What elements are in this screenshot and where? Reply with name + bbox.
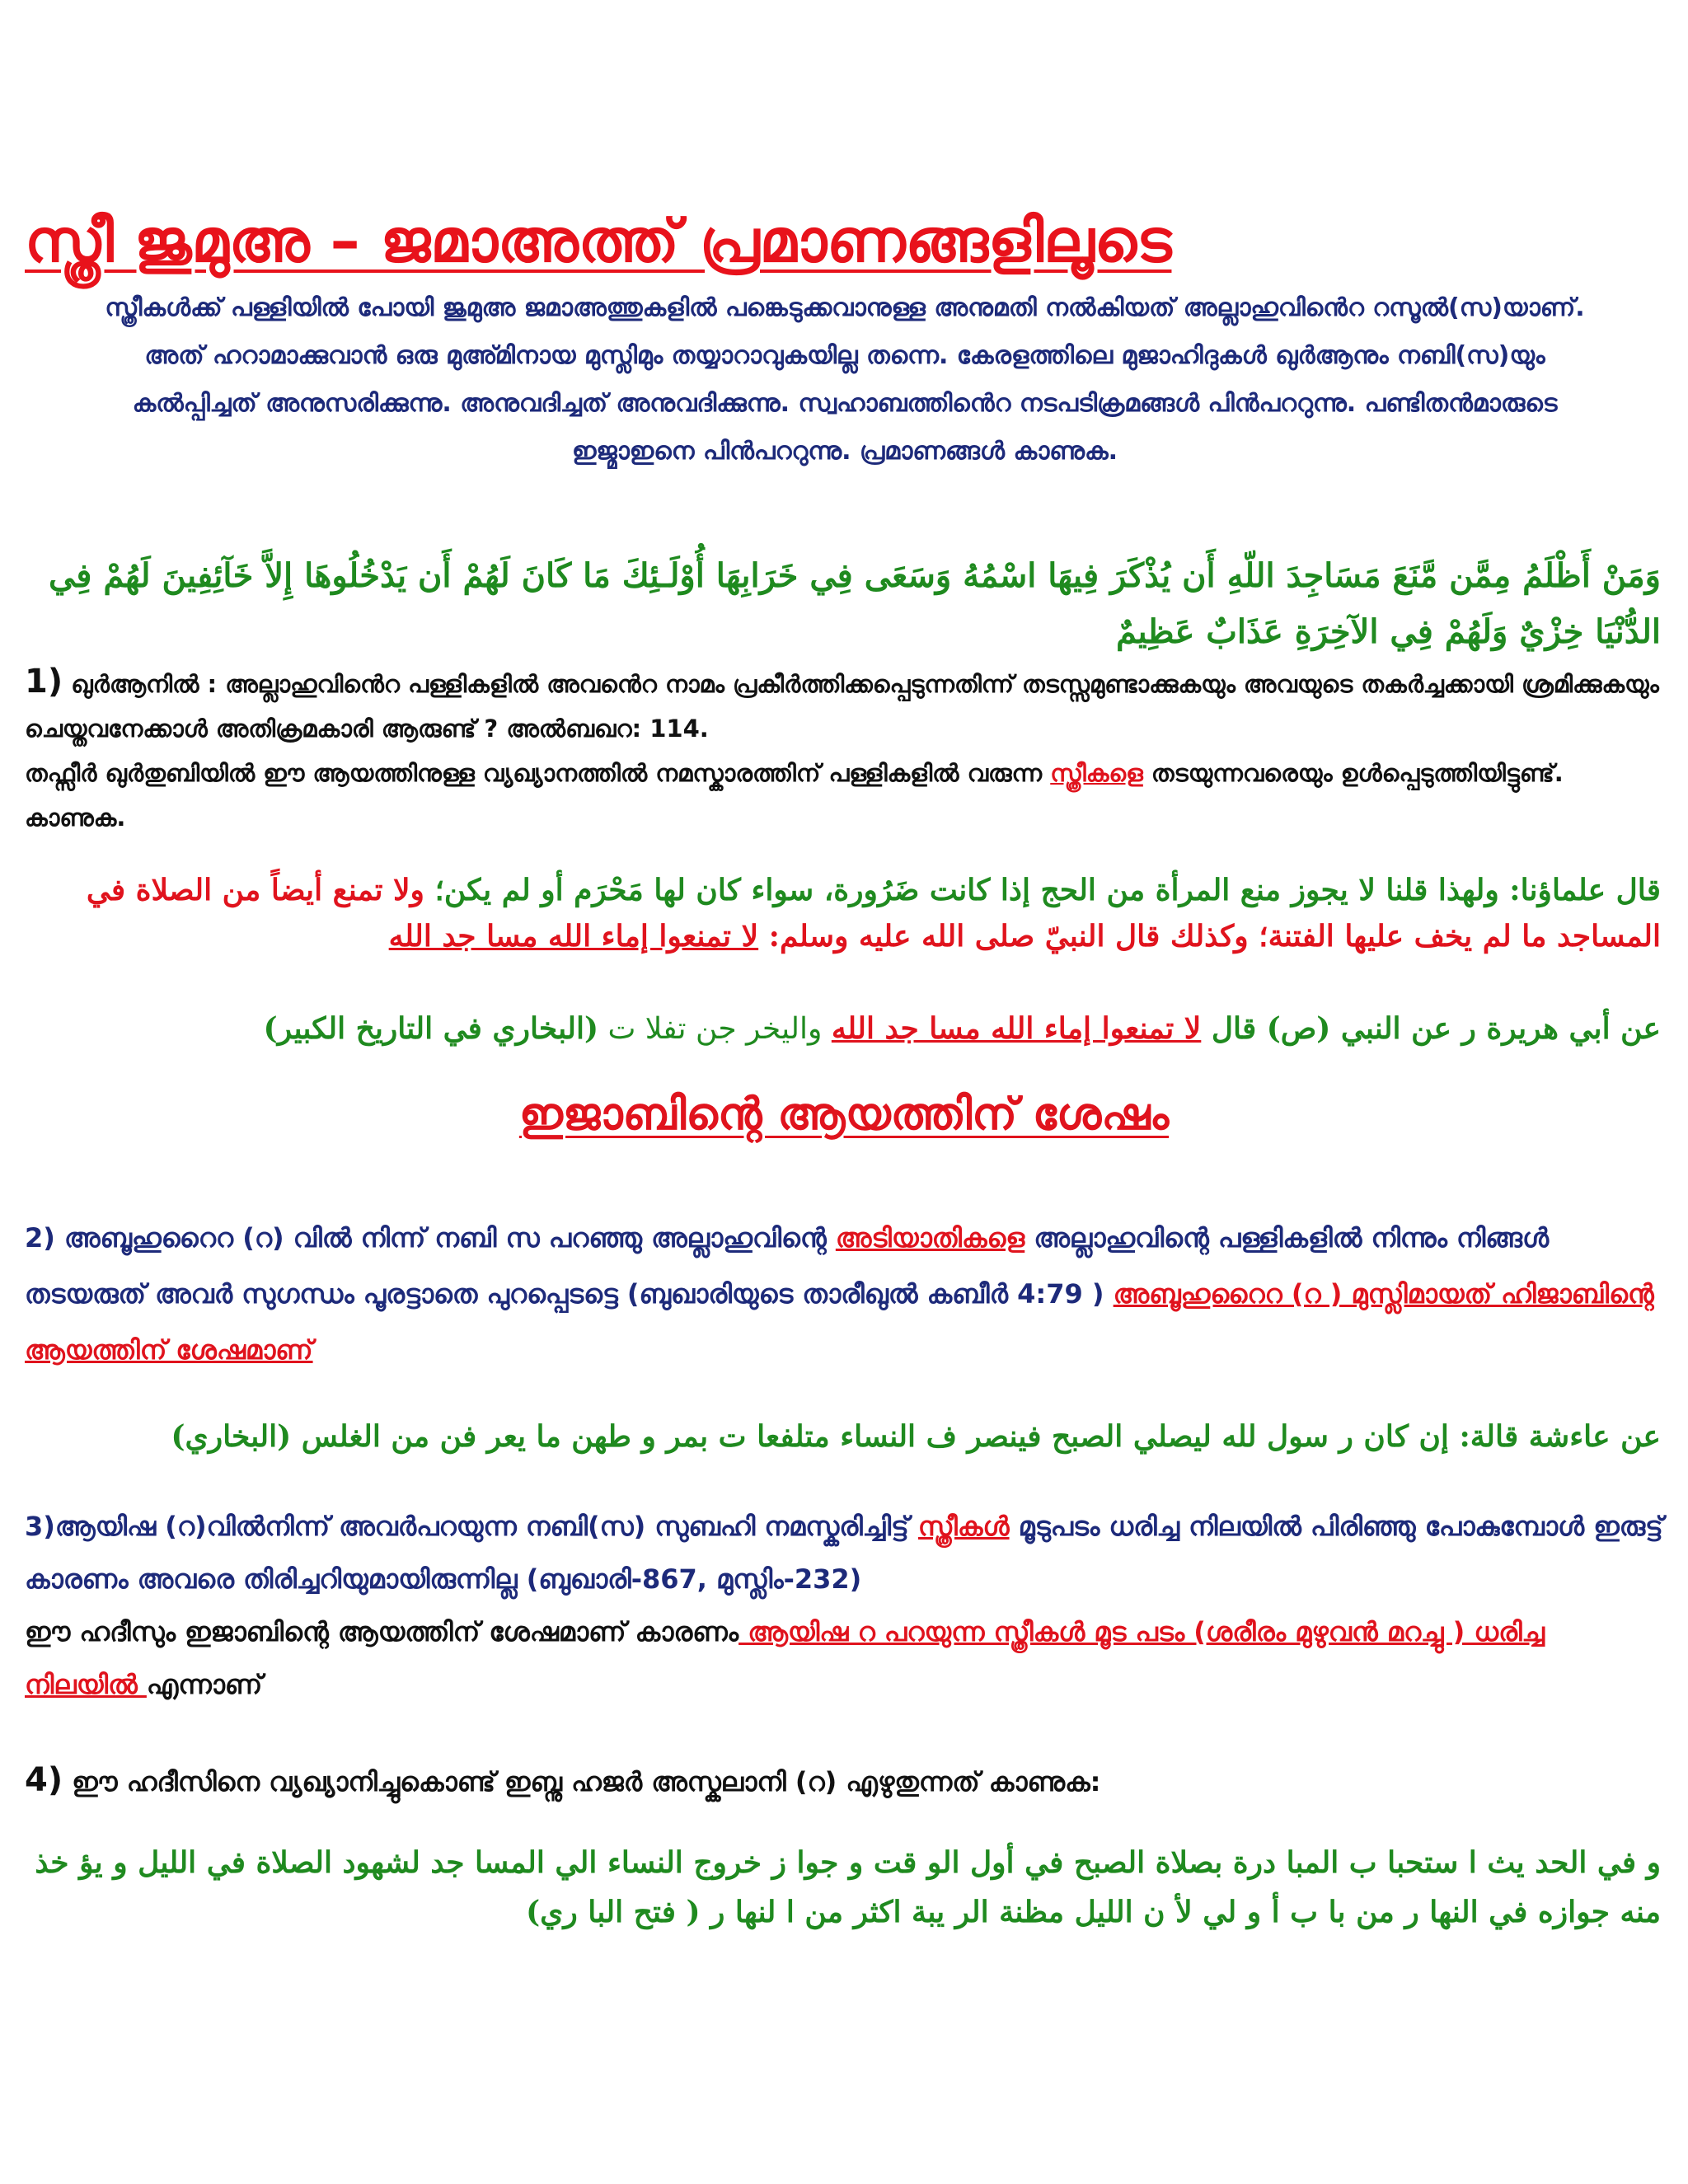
section-1-text-c: തടയുന്നവരെയും ഉൾപ്പെടുത്തിയിട്ടുണ്ട്. കാണുക.	[25, 759, 1564, 832]
section-1-number: 1)	[25, 663, 63, 701]
qurtubi-hadith-text: لا تمنعوا إماء الله مسا جد الله	[388, 919, 759, 954]
section-1	[25, 659, 1665, 840]
section-2	[25, 1210, 1665, 1378]
arabic-qurtubi-quote	[49, 867, 1661, 959]
section-4	[25, 1754, 1665, 1808]
tarikh-narrator: عن أبي هريرة ر عن النبي (ص) قال	[1211, 1011, 1661, 1046]
section-3-text-a: 3)ആയിഷ (റ)വിൽനിന്ന് അവർപറയുന്ന നബി(സ) സുബഹി നമസ്കരിച്ചിട്ട്	[25, 1511, 918, 1542]
intro-paragraph: സ്ത്രീകൾക്ക് പള്ളിയിൽ പോയി ജുമുഅ ജമാഅത്തുകളിൽ പങ്കെടുക്കവാനുള്ള അനുമതി നൽകിയത് അല്ലാഹുവിൻെറ റസൂൽ(സ)യാണ്. അത് ഹറാമാക്കുവാൻ ഒരു മുഅ്മിനായ മുസ്ലിമും തയ്യാറാവുകയില്ല തന്നെ. കേരളത്തിലെ മുജാഹിദുകൾ ഖുർആനും നബി(സ)യും കൽപ്പിച്ചത് അനുസരിക്കുന്നു. അനുവദിച്ചത് അനുവദിക്കുന്നു. സ്വഹാബത്തിൻെറ നടപടിക്രമങ്ങൾ പിൻപററുന്നു. പണ്ടിതൻമാരുടെ ഇജ്മാഇനെ പിൻപററുന്നു. പ്രമാണങ്ങൾ കാണുക.	[105, 293, 1585, 466]
section-1-text-b: തഫ്സീർ ഖുർതുബിയിൽ ഈ ആയത്തിനുള്ള വ്യഖ്യാനത്തിൽ നമസ്കാരത്തിന് പള്ളികളിൽ വരുന്ന	[25, 759, 1051, 787]
section-3-note: ആയിഷ റ പറയുന്ന സ്ത്രീകൾ മൂട പടം (ശരീരം മുഴുവൻ മറച്ചു ) ധരിച്ച നിലയിൽ	[25, 1616, 1545, 1700]
section-1-text-a: ഖുർആനിൽ : അല്ലാഹുവിൻെറ പള്ളികളിൽ അവൻെറ നാമം പ്രകീർത്തിക്കപ്പെടുന്നതിന്ന് തടസ്സമുണ്ടാക്കുകയും അവയുടെ തകർച്ചക്കായി ശ്രമിക്കുകയും ചെയ്തവനേക്കാൾ അതിക്രമകാരി ആരുണ്ട് ? അൽബഖറ: 114.	[25, 670, 1659, 743]
section-3-text-c: ഈ ഹദീസും ഇജാബിന്റെ ആയത്തിന് ശേഷമാണ് കാരണം	[25, 1616, 739, 1647]
tarikh-source: (البخاري في التاريخ الكبير)	[263, 1011, 599, 1046]
section-1-highlight: സ്ത്രീകളെ	[1050, 759, 1143, 787]
section-2-text-b: അല്ലാഹുവിന്റെ പള്ളികളിൽ നിന്നും നിങ്ങൾ തടയരുത് അവർ സുഗന്ധം പൂരട്ടാതെ പുറപ്പെടട്ടെ (ബുഖാരിയുടെ താരീഖുൽ കബീർ 4:79 )	[25, 1222, 1550, 1310]
section-4-text: ഈ ഹദീസിനെ വ്യഖ്യാനിച്ചുകൊണ്ട് ഇബ്നു ഹജർ അസ്കലാനി (റ) എഴുതുന്നത് കാണുക:	[63, 1766, 1101, 1797]
section-2-text-a: 2) അബൂഹുറൈറ (റ) വിൽ നിന്ന് നബി സ പറഞ്ഞു അല്ലാഹുവിന്റെ	[25, 1222, 836, 1254]
qurtubi-green-text: قال علماؤنا: ولهذا قلنا لا يجوز منع المرأة من الحج إذا كانت ضَرُورة، سواء كان لها مَحْرَم أو لم يكن؛	[424, 873, 1661, 907]
section-3-text-b: മൂടുപടം ധരിച്ച നിലയിൽ പിരിഞ്ഞു പോകുമ്പോൾ ഇരുട്ട് കാരണം അവരെ തിരിച്ചറിയുമായിരുന്നില്ല (ബുഖാരി-867, മുസ്ലിം-232)	[25, 1511, 1663, 1595]
section-2-highlight: അടിയാതികളെ	[835, 1222, 1025, 1254]
tarikh-continuation: واليخر جن تفلا ت	[598, 1012, 832, 1046]
qurtubi-red-text: ولا تمنع أيضاً من الصلاة في المساجد ما لم يخف عليها الفتنة؛ وكذلك قال النبيّ صلى الله عليه وسلم:	[86, 873, 1661, 954]
page-title: സ്ത്രീ ജുമുഅ – ജമാഅത്ത് പ്രമാണങ്ങളിലൂടെ	[25, 206, 1172, 275]
section-3-text-d: എന്നാണ്	[146, 1669, 263, 1700]
arabic-tarikh-quote	[49, 1005, 1661, 1052]
section-3-highlight: സ്ത്രീകൾ	[917, 1511, 1010, 1542]
arabic-fath-al-bari: و في الحد يث ا ستحبا ب المبا درة بصلاة الصبح في أول الو قت و جوا ز خروج النساء الي المسا جد لشهود الصلاة في الليل و يؤ خذ منه جوازه في النها ر من با ب أ و لي لأ ن الليل مظنة الر يبة اكثر من ا لنها ر ( فتح البا ري)	[35, 1845, 1661, 1929]
section-4-number: 4)	[25, 1761, 63, 1799]
arabic-aisha-hadith: عن عاءشة قالة: إن كان ر سول لله ليصلي الصبح فينصر ف النساء متلفعا ت بمر و طهن ما يعر فن من الغلس (البخاري)	[171, 1419, 1661, 1454]
section-heading-after-hijab: ഇജാബിന്റെ ആയത്തിന് ശേഷം	[518, 1088, 1170, 1140]
section-3	[25, 1500, 1665, 1711]
tarikh-hadith-text: لا تمنعوا إماء الله مسا جد الله	[831, 1011, 1202, 1046]
quran-verse: وَمَنْ أَظْلَمُ مِمَّن مَّنَعَ مَسَاجِدَ اللّهِ أَن يُذْكَرَ فِيهَا اسْمُهُ وَسَعَى فِي خَرَابِهَا أُوْلَـئِكَ مَا كَانَ لَهُمْ أَن يَدْخُلُوهَا إِلاَّ خَآئِفِينَ لَهُمْ فِي الدُّنْيَا خِزْيٌ وَلَهُمْ فِي الآخِرَةِ عَذَابٌ عَظِيمٌ	[48, 556, 1661, 651]
section-2-note: അബൂഹുറൈറ (റ ) മുസ്ലിമായത് ഹിജാബിന്റെ ആയത്തിന് ശേഷമാണ്	[25, 1278, 1654, 1366]
